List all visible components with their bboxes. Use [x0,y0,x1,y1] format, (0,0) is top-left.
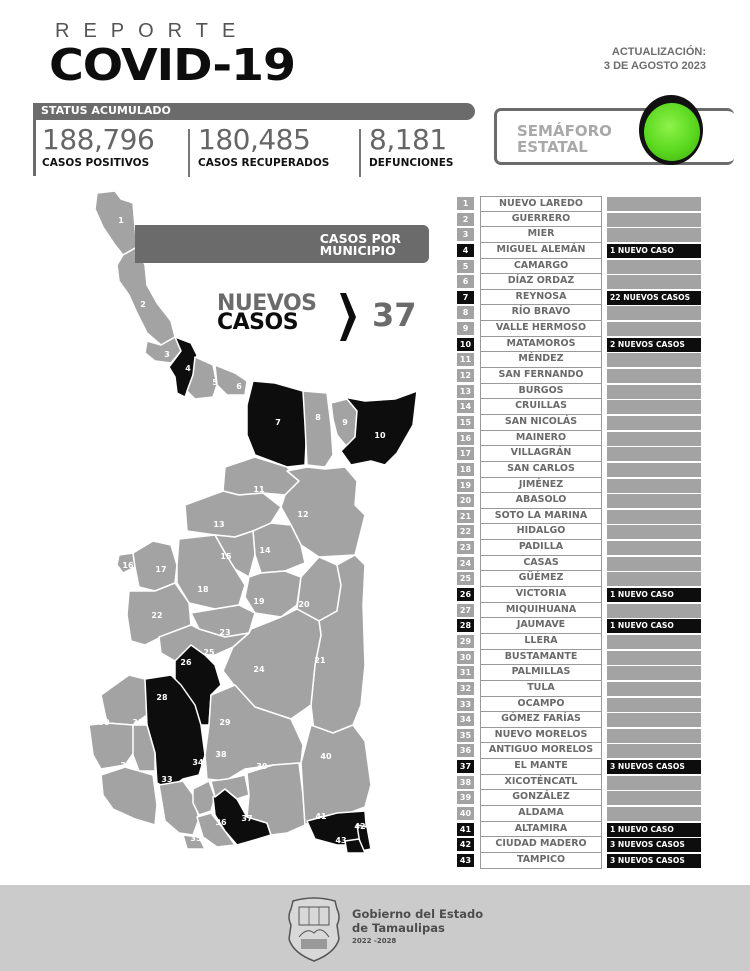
municipio-new-cases [607,510,701,524]
municipio-name: VILLAGRÁN [480,446,602,462]
svg-text:15: 15 [220,552,232,561]
table-row [455,650,705,666]
status-panel [33,103,475,178]
municipio-number: 20 [457,494,474,507]
svg-text:40: 40 [320,752,332,761]
municipio-new-cases [607,698,701,712]
update-info [604,45,706,73]
municipio-name: TULA [480,681,602,697]
update-date: 3 DE AGOSTO 2023 [603,60,706,72]
stat-value: 180,485 [198,123,311,156]
coat-of-arms-icon [285,895,343,963]
casos-por-municipio-banner [135,225,429,263]
municipio-name: MIER [480,227,602,243]
gov-line1: Gobierno del Estado [352,907,484,921]
municipio-number: 5 [457,260,474,273]
status-title: STATUS ACUMULADO [41,104,171,117]
municipio-new-cases [607,260,701,274]
municipio-number: 26 [457,588,474,601]
status-left-border [33,103,36,176]
municipio-new-cases [607,541,701,555]
table-row [455,634,705,650]
svg-text:20: 20 [298,600,310,609]
table-row [455,603,705,619]
municipio-number: 7 [457,291,474,304]
municipio-new-cases [607,744,701,758]
page-title: COVID-19 [49,40,296,91]
municipio-number: 10 [457,338,474,351]
table-row [455,399,705,415]
stat-divider [359,129,361,177]
table-row [455,618,705,634]
municipio-new-cases [607,682,701,696]
table-row [455,431,705,447]
municipio-number: 39 [457,791,474,804]
municipio-number: 23 [457,541,474,554]
municipio-new-cases [607,432,701,446]
table-row [455,712,705,728]
municipio-number: 37 [457,760,474,773]
municipio-name: MATAMOROS [480,337,602,353]
svg-text:37: 37 [241,814,253,823]
municipio-number: 4 [457,244,474,257]
municipio-new-cases: 3 NUEVOS CASOS [607,854,701,868]
municipio-new-cases: 3 NUEVOS CASOS [607,838,701,852]
nuevos-casos-label [217,291,317,335]
municipio-new-cases [607,604,701,618]
map-region-40 [301,725,371,825]
table-row [455,368,705,384]
municipio-name: OCAMPO [480,697,602,713]
municipio-name: EL MANTE [480,759,602,775]
table-row [455,775,705,791]
municipio-new-cases [607,416,701,430]
municipio-number: 17 [457,447,474,460]
svg-text:31: 31 [132,718,144,727]
municipio-new-cases [607,463,701,477]
svg-text:9: 9 [342,418,348,427]
municipio-new-cases [607,557,701,571]
municipio-new-cases [607,369,701,383]
table-row [455,478,705,494]
municipio-number: 31 [457,666,474,679]
municipio-number: 27 [457,604,474,617]
tamaulipas-map [75,185,435,855]
municipio-name: PALMILLAS [480,665,602,681]
table-row [455,697,705,713]
stat-label: CASOS RECUPERADOS [198,157,330,169]
municipio-number: 6 [457,275,474,288]
stat-divider [188,129,190,177]
municipio-number: 16 [457,432,474,445]
table-row [455,493,705,509]
municipio-name: SAN FERNANDO [480,368,602,384]
municipio-new-cases: 1 NUEVO CASO [607,619,701,633]
municipio-name: SOTO LA MARINA [480,509,602,525]
banner-line2: MUNICIPIO [319,243,396,258]
table-row [455,274,705,290]
svg-text:23: 23 [219,628,231,637]
svg-text:1: 1 [118,216,124,225]
municipio-name: DÍAZ ORDAZ [480,274,602,290]
table-row [455,822,705,838]
municipio-name: MIQUIHUANA [480,603,602,619]
svg-text:17: 17 [155,565,167,574]
municipio-number: 22 [457,525,474,538]
municipio-number: 29 [457,635,474,648]
svg-text:35: 35 [190,834,202,843]
table-row [455,305,705,321]
svg-text:28: 28 [156,693,168,702]
municipio-new-cases [607,322,701,336]
municipio-new-cases [607,447,701,461]
municipio-name: JIMÉNEZ [480,478,602,494]
municipio-number: 34 [457,713,474,726]
table-row [455,759,705,775]
municipio-name: PADILLA [480,540,602,556]
municipio-number: 1 [457,197,474,210]
municipio-name: GUERRERO [480,212,602,228]
government-period: 2022 -2028 [352,937,397,945]
table-row [455,806,705,822]
map-region-6 [215,365,247,395]
table-row [455,446,705,462]
municipio-new-cases [607,213,701,227]
table-row [455,790,705,806]
municipio-new-cases [607,713,701,727]
municipio-name: NUEVO MORELOS [480,728,602,744]
table-row [455,337,705,353]
municipio-name: CIUDAD MADERO [480,837,602,853]
semaforo-label [517,123,612,155]
municipio-name: BUSTAMANTE [480,650,602,666]
table-row [455,556,705,572]
table-row [455,743,705,759]
municipio-number: 36 [457,744,474,757]
municipios-table [455,196,705,869]
svg-text:29: 29 [219,718,231,727]
table-row [455,524,705,540]
municipio-name: CAMARGO [480,259,602,275]
svg-text:2: 2 [140,300,146,309]
svg-text:11: 11 [253,485,265,494]
municipio-name: GÜÉMEZ [480,571,602,587]
municipio-number: 24 [457,557,474,570]
municipio-new-cases [607,306,701,320]
municipio-name: ANTIGUO MORELOS [480,743,602,759]
svg-text:21: 21 [314,656,326,665]
municipio-name: NUEVO LAREDO [480,196,602,212]
municipio-new-cases [607,791,701,805]
table-row [455,587,705,603]
municipio-number: 43 [457,854,474,867]
municipio-new-cases [607,228,701,242]
svg-text:26: 26 [180,658,192,667]
municipio-name: CRUILLAS [480,399,602,415]
stat-label: CASOS POSITIVOS [42,157,150,169]
map-region-1 [95,191,137,255]
svg-text:3: 3 [164,350,170,359]
municipio-new-cases: 2 NUEVOS CASOS [607,338,701,352]
municipio-new-cases [607,400,701,414]
municipio-number: 30 [457,651,474,664]
footer [0,885,750,971]
map-region-8 [303,391,333,467]
municipio-number: 2 [457,213,474,226]
municipio-new-cases [607,479,701,493]
stat-value: 188,796 [42,123,155,156]
municipio-number: 18 [457,463,474,476]
traffic-light-green-icon [644,103,700,161]
table-row [455,259,705,275]
svg-text:33: 33 [161,775,173,784]
municipio-name: MÉNDEZ [480,352,602,368]
municipio-name: HIDALGO [480,524,602,540]
svg-text:19: 19 [253,597,265,606]
municipio-number: 12 [457,369,474,382]
stat-value: 8,181 [369,123,447,156]
municipio-name: ABASOLO [480,493,602,509]
semaforo-line1: SEMÁFORO [517,122,612,140]
municipio-new-cases: 1 NUEVO CASO [607,244,701,258]
municipio-number: 33 [457,698,474,711]
municipio-new-cases: 3 NUEVOS CASOS [607,760,701,774]
municipio-number: 28 [457,619,474,632]
municipio-number: 15 [457,416,474,429]
municipio-name: LLERA [480,634,602,650]
government-name [352,907,483,935]
table-row [455,509,705,525]
municipio-name: XICOTÉNCATL [480,775,602,791]
stat-recuperados [198,125,329,169]
svg-text:6: 6 [236,382,242,391]
municipio-new-cases [607,651,701,665]
municipio-new-cases [607,807,701,821]
table-row [455,384,705,400]
nuevos-casos-total: 37 [372,296,417,334]
municipio-name: RÍO BRAVO [480,305,602,321]
table-row [455,415,705,431]
nuevos-line1: NUEVOS [217,291,317,316]
municipio-name: BURGOS [480,384,602,400]
municipio-name: ALDAMA [480,806,602,822]
banner-line1: CASOS POR [319,231,401,246]
svg-text:39: 39 [256,762,268,771]
table-row [455,837,705,853]
municipio-number: 38 [457,776,474,789]
svg-text:16: 16 [122,561,134,570]
svg-text:27: 27 [104,678,116,687]
municipio-new-cases [607,666,701,680]
svg-text:14: 14 [259,546,271,555]
svg-text:13: 13 [213,520,225,529]
municipio-name: CASAS [480,556,602,572]
municipio-number: 35 [457,729,474,742]
svg-text:8: 8 [315,413,321,422]
table-row [455,681,705,697]
svg-text:12: 12 [297,510,309,519]
municipio-number: 14 [457,400,474,413]
svg-text:7: 7 [275,418,281,427]
municipio-name: TAMPICO [480,853,602,869]
svg-text:36: 36 [215,818,227,827]
municipio-name: MAINERO [480,431,602,447]
municipio-new-cases [607,494,701,508]
table-row [455,227,705,243]
municipio-name: MIGUEL ALEMÁN [480,243,602,259]
municipio-number: 42 [457,838,474,851]
municipio-name: REYNOSA [480,290,602,306]
svg-text:22: 22 [151,611,163,620]
svg-text:41: 41 [315,812,327,821]
svg-text:32: 32 [120,761,132,770]
municipio-name: GONZÁLEZ [480,790,602,806]
table-row [455,196,705,212]
table-row [455,540,705,556]
table-row [455,212,705,228]
svg-text:38: 38 [215,750,227,759]
municipio-name: SAN NICOLÁS [480,415,602,431]
table-row [455,290,705,306]
svg-text:34: 34 [192,758,204,767]
municipio-number: 8 [457,306,474,319]
municipio-new-cases [607,525,701,539]
svg-text:24: 24 [253,665,265,674]
svg-text:10: 10 [374,431,386,440]
municipio-number: 32 [457,682,474,695]
municipio-new-cases [607,635,701,649]
svg-text:42: 42 [354,822,366,831]
map-region-32 [101,767,157,825]
municipio-name: SAN CARLOS [480,462,602,478]
municipio-new-cases [607,197,701,211]
update-label: ACTUALIZACIÓN: [611,46,706,58]
stat-label: DEFUNCIONES [369,157,454,169]
chevron-right-icon [340,293,356,341]
municipio-number: 41 [457,823,474,836]
svg-text:5: 5 [212,378,218,387]
municipio-number: 25 [457,572,474,585]
svg-text:4: 4 [185,364,191,373]
municipio-number: 21 [457,510,474,523]
municipio-name: ALTAMIRA [480,822,602,838]
gov-line2: de Tamaulipas [352,921,445,935]
semaforo-line2: ESTATAL [517,138,588,156]
municipio-name: VICTORIA [480,587,602,603]
municipio-new-cases [607,729,701,743]
municipio-new-cases [607,385,701,399]
table-row [455,853,705,869]
municipio-name: VALLE HERMOSO [480,321,602,337]
municipio-new-cases: 1 NUEVO CASO [607,823,701,837]
table-row [455,462,705,478]
municipio-new-cases [607,572,701,586]
svg-text:43: 43 [335,836,347,845]
municipio-name: JAUMAVE [480,618,602,634]
municipio-number: 3 [457,228,474,241]
map-region-20 [297,557,341,621]
report-kicker: REPORTE [55,20,250,42]
table-row [455,352,705,368]
municipio-number: 19 [457,479,474,492]
municipio-new-cases [607,275,701,289]
municipio-number: 9 [457,322,474,335]
municipio-new-cases: 22 NUEVOS CASOS [607,291,701,305]
municipio-new-cases [607,776,701,790]
table-row [455,665,705,681]
stat-positivos [42,125,154,169]
svg-text:30: 30 [98,718,110,727]
municipio-number: 13 [457,385,474,398]
municipio-number: 11 [457,353,474,366]
table-row [455,321,705,337]
municipio-new-cases [607,353,701,367]
municipio-new-cases: 1 NUEVO CASO [607,588,701,602]
casos-banner-label [320,233,401,257]
map-region-19 [245,571,301,617]
table-row [455,571,705,587]
municipio-name: GÓMEZ FARÍAS [480,712,602,728]
table-row [455,728,705,744]
municipio-number: 40 [457,807,474,820]
stat-defunciones [369,125,453,169]
nuevos-line2: CASOS [217,310,299,335]
svg-text:18: 18 [197,585,209,594]
svg-text:25: 25 [203,648,215,657]
table-row [455,243,705,259]
